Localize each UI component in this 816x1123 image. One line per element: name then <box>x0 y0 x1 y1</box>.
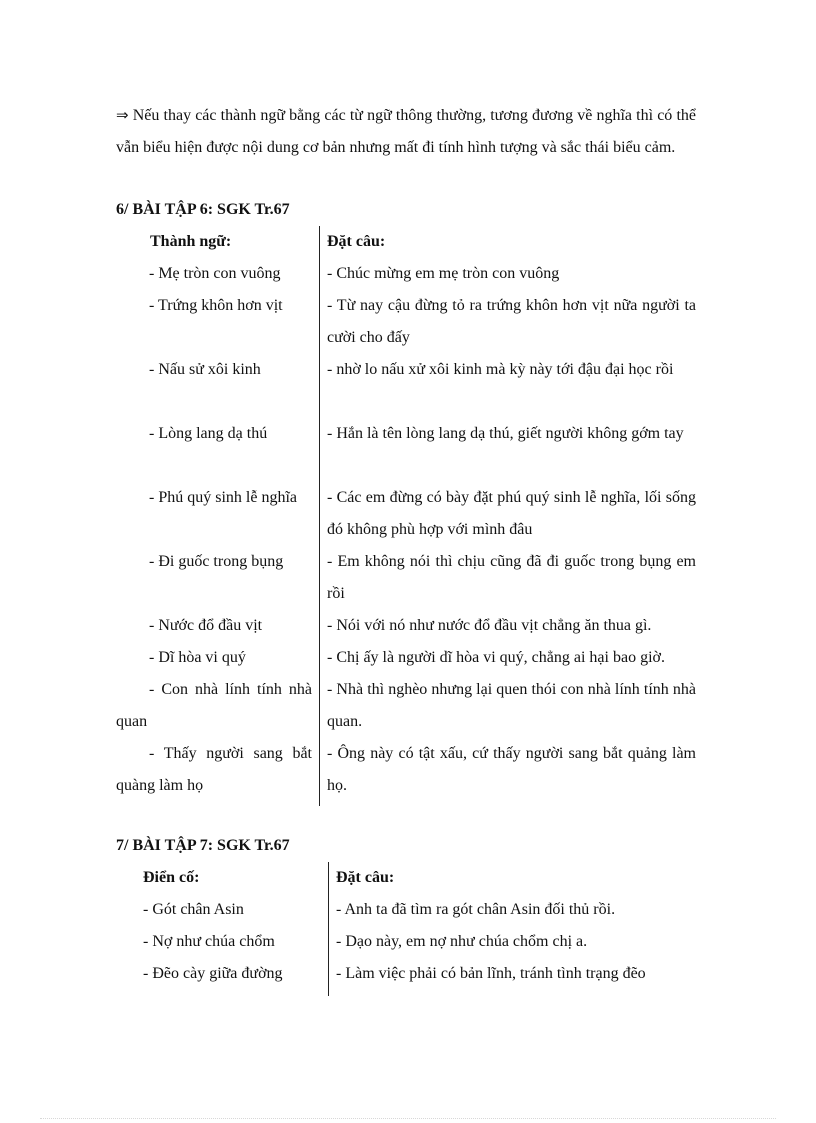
idiom-term: - Nấu sử xôi kinh <box>149 361 261 378</box>
allusion-term: - Nợ như chúa chổm <box>143 933 275 950</box>
idiom-term: - Nước đổ đầu vịt <box>149 617 263 634</box>
idiom-term: - Thấy người sang bắt quàng làm họ <box>116 745 312 794</box>
col-header-idiom: Thành ngữ: <box>150 233 232 250</box>
allusion-term: - Gót chân Asin <box>143 901 244 918</box>
idiom-sentence: - Hắn là tên lòng lang dạ thú, giết người không gớm tay <box>327 425 684 442</box>
col-header-sentence: Đặt câu: <box>327 233 386 250</box>
allusion-sentence: - Anh ta đã tìm ra gót chân Asin đối thủ rồi. <box>336 901 616 918</box>
idiom-term: - Đi guốc trong bụng <box>149 553 284 570</box>
page-bottom-rule <box>40 1118 776 1119</box>
idiom-sentence: - nhờ lo nấu xử xôi kinh mà kỳ này tới đậu đại học rồi <box>327 361 674 378</box>
col-header-sentence: Đặt câu: <box>336 869 395 886</box>
idiom-sentence: - Chị ấy là người dĩ hòa vi quý, chẳng ai hại bao giờ. <box>327 649 665 666</box>
idiom-sentence: - Nói với nó như nước đổ đầu vịt chẳng ăn thua gì. <box>327 617 652 634</box>
idiom-term: - Trứng khôn hơn vịt <box>149 297 283 314</box>
exercise6-heading: 6/ BÀI TẬP 6: SGK Tr.67 <box>116 201 290 218</box>
idiom-sentence: - Chúc mừng em mẹ tròn con vuông <box>327 265 560 282</box>
idiom-term: - Mẹ tròn con vuông <box>149 265 281 282</box>
allusion-term: - Đẽo cày giữa đường <box>143 965 283 982</box>
implication-arrow: ⇒ <box>116 106 129 124</box>
exercise6-table <box>116 226 696 806</box>
idiom-sentence: - Ông này có tật xấu, cứ thấy người sang bắt quảng làm họ. <box>327 745 696 794</box>
exercise7-heading: 7/ BÀI TẬP 7: SGK Tr.67 <box>116 837 290 854</box>
idiom-term: - Lòng lang dạ thú <box>149 425 268 442</box>
table-divider <box>328 862 329 996</box>
idiom-term: - Phú quý sinh lễ nghĩa <box>149 489 297 506</box>
col-header-allusion: Điển cố: <box>143 869 200 886</box>
idiom-sentence: - Từ nay cậu đừng tỏ ra trứng khôn hơn vịt nữa người ta cười cho đấy <box>327 297 696 346</box>
allusion-sentence: - Dạo này, em nợ như chúa chổm chị a. <box>336 933 588 950</box>
idiom-sentence: - Nhà thì nghèo nhưng lại quen thói con nhà lính tính nhà quan. <box>327 681 696 730</box>
intro-paragraph <box>116 99 696 164</box>
table-divider <box>319 226 320 806</box>
idiom-term: - Dĩ hòa vi quý <box>149 649 246 666</box>
intro-text: Nếu thay các thành ngữ bằng các từ ngữ thông thường, tương đương về nghĩa thì có thể vẫn biểu hiện được nội dung cơ bản nhưng mất đi tính hình tượng và sắc thái biểu cảm. <box>116 107 696 156</box>
table-header-row <box>116 226 696 258</box>
exercise7-table <box>116 862 696 996</box>
idiom-term: - Con nhà lính tính nhà quan <box>116 681 312 730</box>
allusion-sentence: - Làm việc phải có bản lĩnh, tránh tình trạng đẽo <box>336 965 646 982</box>
idiom-sentence: - Em không nói thì chịu cũng đã đi guốc trong bụng em rồi <box>327 553 696 602</box>
idiom-sentence: - Các em đừng có bày đặt phú quý sinh lễ nghĩa, lối sống đó không phù hợp với mình đâu <box>327 489 696 538</box>
